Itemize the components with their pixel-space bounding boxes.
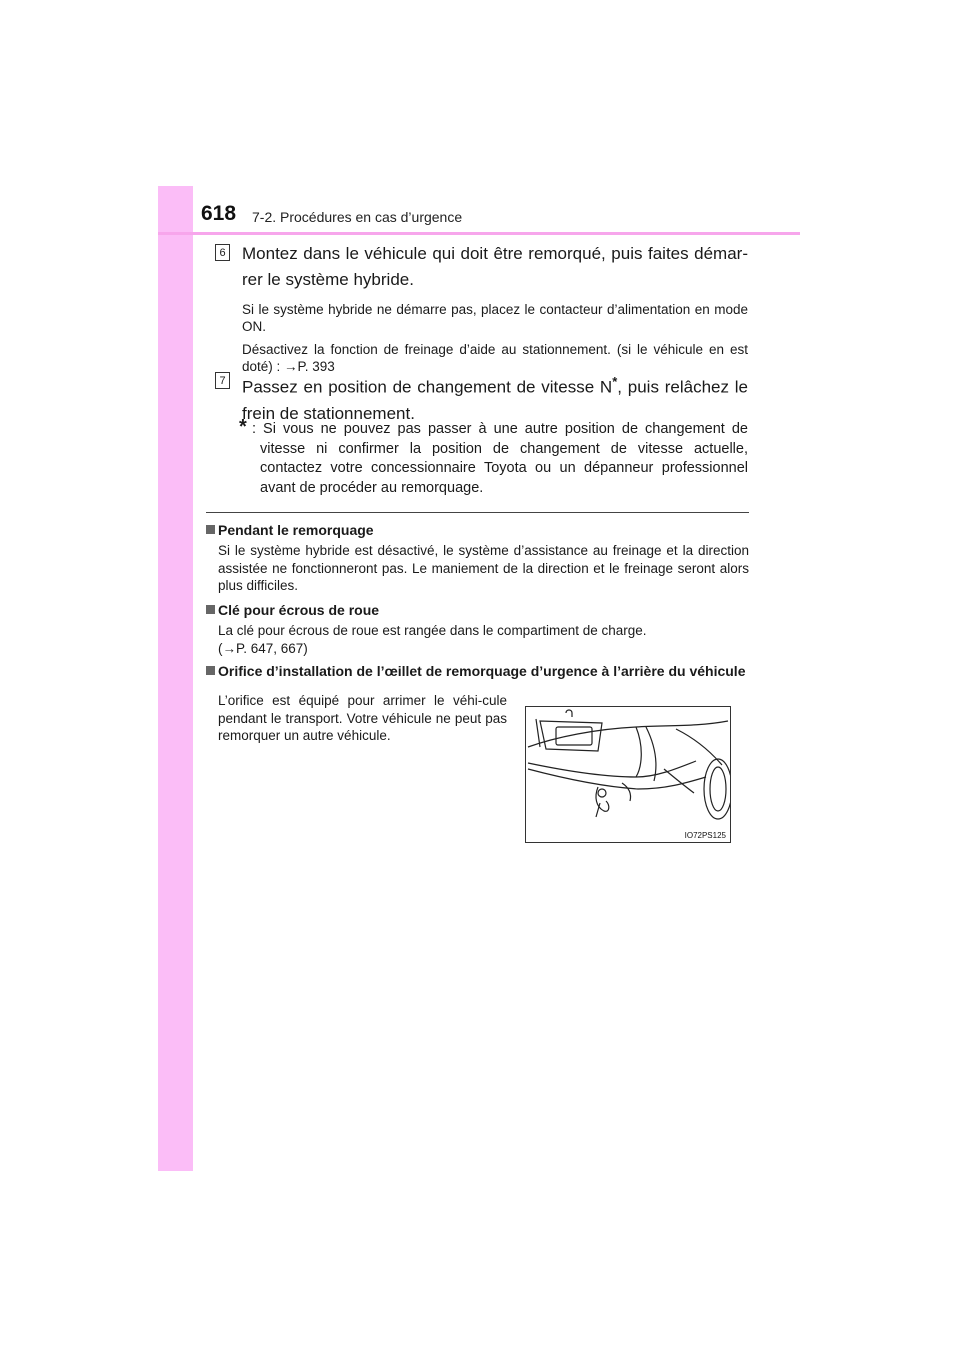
- bullet-square-icon: [206, 605, 215, 614]
- info-body: Si le système hybride est désactivé, le système d’assistance au freinage et la direction assistée ne fonctionneront pas. Le maniement de la direction et le freinage seront alors plus difficiles.: [218, 543, 749, 593]
- step-title: Montez dans le véhicule qui doit être remorqué, puis faites démar-rer le système hybride.: [242, 244, 748, 289]
- step-title-text: Passez en position de changement de vitesse N: [242, 377, 613, 397]
- margin-sidebar: [158, 186, 193, 1171]
- info-heading: [206, 601, 749, 619]
- info-heading-text: Clé pour écrous de roue: [218, 602, 380, 618]
- section-title: 7-2. Procédures en cas d’urgence: [252, 209, 463, 225]
- step-number-badge: 7: [215, 372, 230, 389]
- info-heading: [206, 521, 749, 539]
- info-heading-text: Pendant le remorquage: [218, 522, 374, 538]
- bullet-square-icon: [206, 525, 215, 534]
- info-wheel-nut-wrench: [206, 601, 749, 657]
- header-rule: [158, 232, 800, 235]
- page-number: 618: [201, 202, 237, 225]
- bullet-square-icon: [206, 666, 215, 675]
- step-6: [215, 241, 748, 375]
- info-towing: [206, 521, 749, 595]
- section-divider: [206, 512, 749, 513]
- step-title-text: , puis relâchez le frein de stationnement.: [242, 377, 748, 423]
- step-detail: Si le système hybride ne démarre pas, placez le contacteur d’alimentation en mode ON.: [242, 302, 748, 334]
- step-detail: Désactivez la fonction de freinage d’aide au stationnement. (si le véhicule en est doté) : →P. 393: [242, 342, 748, 374]
- illustration-caption: IO72PS125: [684, 831, 726, 840]
- info-body-line: (→P. 647, 667): [218, 640, 308, 656]
- info-body: L’orifice est équipé pour arrimer le véhi-cule pendant le transport. Votre véhicule ne peut pas remorquer un autre véhicule.: [218, 693, 507, 743]
- info-heading-text: Orifice d’installation de l’œillet de remorquage d’urgence à l’arrière du véhicule: [218, 663, 746, 679]
- footnote-marker: *: [239, 416, 247, 438]
- footnote: [239, 416, 748, 498]
- car-rear-illustration: [525, 706, 731, 843]
- info-body-line: La clé pour écrous de roue est rangée dans le compartiment de charge.: [218, 623, 647, 638]
- info-heading: [206, 662, 749, 680]
- step-7: [215, 369, 748, 427]
- car-rear-tow-eyelet-icon: [526, 707, 730, 842]
- footnote-text: : Si vous ne pouvez pas passer à une autre position de changement de vitesse ni confirmer la position de changement de vitesse actuelle, contactez votre concessionnaire Toyota ou un dépanneur professionnel avant de procéder au remorquage.: [252, 421, 748, 496]
- step-title: [242, 369, 748, 427]
- step-number-badge: 6: [215, 244, 230, 261]
- footnote-reference: *: [612, 374, 618, 389]
